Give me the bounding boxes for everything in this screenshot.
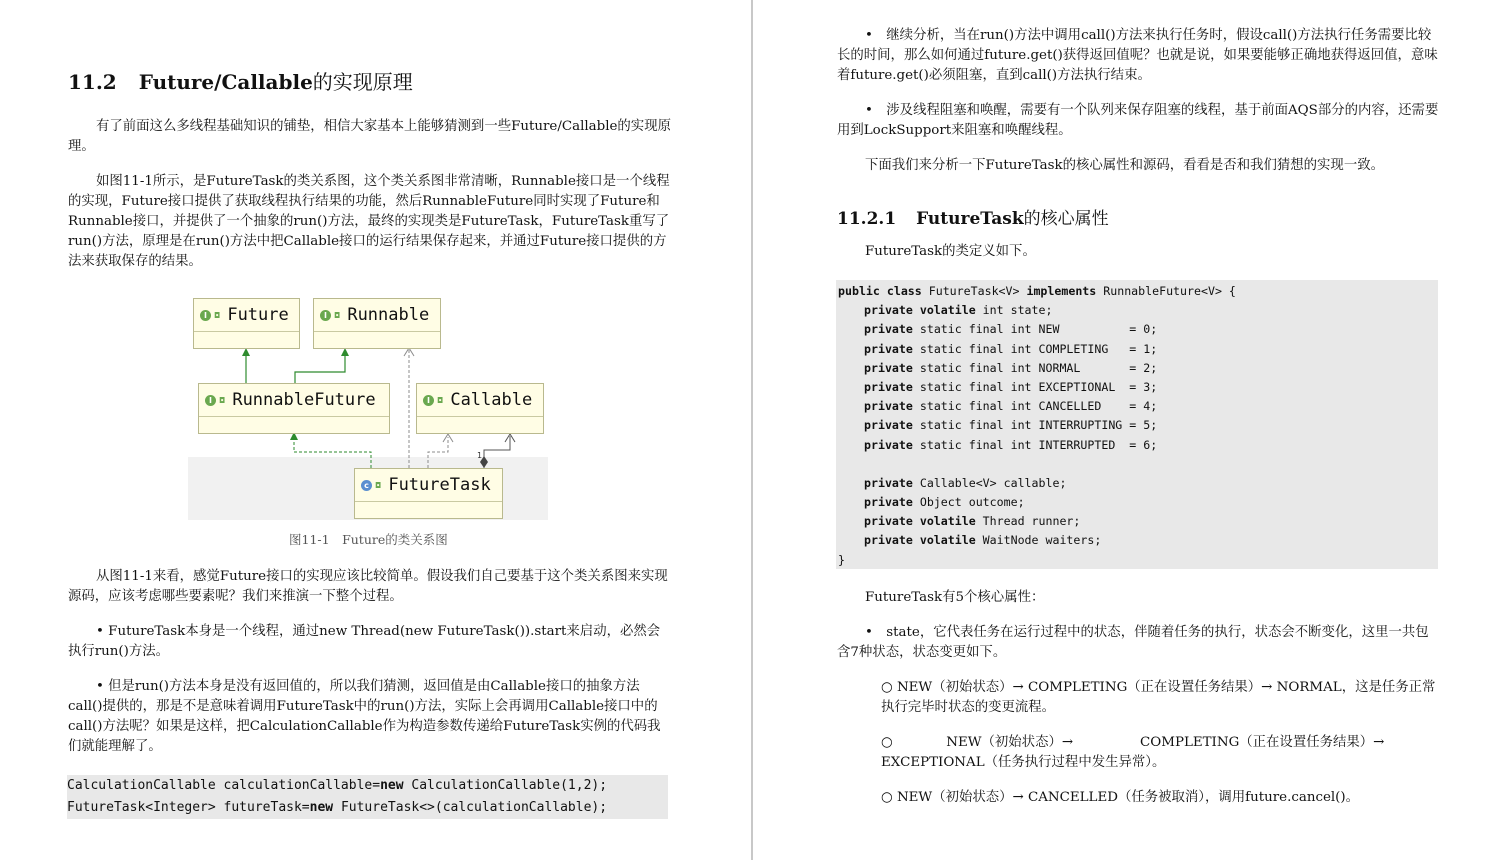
- bullet-item: • 涉及线程阻塞和唤醒，需要有一个队列来保存阻塞的线程，基于前面AQS部分的内容，还需要用到LockSupport来阻塞和唤醒线程。: [837, 103, 1439, 138]
- class-diagram: [188, 292, 548, 520]
- pin-icon: ◘: [219, 395, 226, 405]
- code-line: private Object outcome;: [864, 495, 1025, 510]
- bullet-item: • FutureTask本身是一个线程，通过new Thread(new FutureTask()).start来启动，必然会执行run()方法。: [68, 624, 661, 659]
- state-item: ○ NEW（初始状态）→ CANCELLED（任务被取消），调用future.cancel()。: [881, 790, 1359, 805]
- code-line: private static final int NEW = 0;: [864, 322, 1158, 337]
- ft-rf-edge: [294, 439, 371, 468]
- state-item: ○ NEW（初始状态）→ COMPLETING（正在设置任务结果）→ EXCEPTIONAL（任务执行过程中发生异常）。: [881, 735, 1385, 770]
- code-line: private static final int NORMAL = 2;: [864, 360, 1158, 375]
- arrowhead-icon: [242, 348, 250, 356]
- code-line: private Callable<V> callable;: [864, 475, 1067, 490]
- paragraph: 如图11-1所示，是FutureTask的类关系图，这个类关系图非常清晰，Runnable接口是一个线程的实现，Future接口提供了获取线程执行结果的功能，然后RunnableFuture同时实现了Future和Runnable接口，并提供了一个抽象的run()方法，最终的实现类是FutureTask，FutureTask重写了run()方法，原理是在run()方法中把Callable接口的运行结果保存起来，并通过Future接口提供的方法来获取保存的结果。: [68, 174, 670, 269]
- interface-icon: I: [205, 395, 216, 406]
- node-future: I ◘ Future: [193, 298, 300, 349]
- ft-callable-dependency: [428, 437, 448, 468]
- pin-icon: ◘: [375, 480, 382, 490]
- node-future-task: c ◘ FutureTask: [354, 468, 503, 519]
- interface-icon: I: [200, 310, 211, 321]
- interface-icon: I: [423, 395, 434, 406]
- paragraph: 从图11-1来看，感觉Future接口的实现应该比较简单。假设我们自己要基于这个类关系图来实现源码，应该考虑哪些要素呢？我们来推演一下整个过程。: [68, 569, 668, 604]
- subsection-heading: [837, 204, 1109, 229]
- bullet-item: • state，它代表任务在运行过程中的状态，伴随着任务的执行，状态会不断变化，这里一共包含7种状态，状态变更如下。: [837, 625, 1429, 660]
- section-title-latin: Future/Callable: [138, 70, 313, 94]
- code-line: CalculationCallable calculationCallable=new CalculationCallable(1,2);: [67, 778, 608, 793]
- figure-caption: 图11-1 Future的类关系图: [289, 532, 448, 547]
- code-block: [67, 775, 668, 819]
- bullet-item: • 继续分析，当在run()方法中调用call()方法来执行任务时，假设call()方法执行任务需要比较长的时间，那么如何通过future.get()获得返回值呢？也就是说，如果要能够正确地获得返回值，意味着future.get()必须阻塞，直到call()方法执行结束。: [837, 28, 1438, 83]
- node-runnable: I ◘ Runnable: [313, 298, 441, 349]
- rf-runnable-edge: [295, 355, 345, 384]
- code-line: [836, 455, 1438, 474]
- subsection-number: 11.2.1: [837, 209, 897, 229]
- node-callable: I ◘ Callable: [416, 383, 544, 434]
- pin-icon: ◘: [214, 310, 221, 320]
- code-line: private static final int INTERRUPTING = 5;: [864, 418, 1158, 433]
- paragraph: 有了前面这么多线程基础知识的铺垫，相信大家基本上能够猜测到一些Future/Callable的实现原理。: [68, 119, 671, 154]
- subsection-title-cn: 的核心属性: [1023, 209, 1109, 229]
- node-runnable-future: I ◘ RunnableFuture: [198, 383, 390, 434]
- code-line: }: [838, 552, 845, 567]
- class-icon: c: [361, 480, 372, 491]
- code-line: FutureTask<Integer> futureTask=new FutureTask<>(calculationCallable);: [67, 800, 608, 815]
- right-page: [753, 0, 1498, 860]
- section-heading: [68, 66, 413, 95]
- paragraph: 下面我们来分析一下FutureTask的核心属性和源码，看看是否和我们猜想的实现一致。: [865, 158, 1384, 173]
- code-line: private static final int INTERRUPTED = 6;: [864, 437, 1158, 452]
- pin-icon: ◘: [437, 395, 444, 405]
- state-item: ○ NEW（初始状态）→ COMPLETING（正在设置任务结果）→ NORMAL，这是任务正常执行完毕时状态的变更流程。: [881, 680, 1436, 715]
- subsection-title-latin: FutureTask: [916, 209, 1024, 229]
- code-block: [836, 280, 1438, 569]
- multiplicity-label: 1: [477, 451, 483, 460]
- code-line: public class FutureTask<V> implements RunnableFuture<V> {: [838, 284, 1236, 298]
- paragraph: FutureTask有5个核心属性：: [865, 590, 1045, 605]
- code-line: private static final int EXCEPTIONAL = 3;: [864, 379, 1158, 394]
- bullet-item: • 但是run()方法本身是没有返回值的，所以我们猜测，返回值是由Callable接口的抽象方法call()提供的，那是不是意味着调用FutureTask中的run()方法，实际上会再调用Callable接口中的call()方法呢？如果是这样，把CalculationCallable作为构造参数传递给FutureTask实例的代码我们就能理解了。: [68, 679, 661, 754]
- section-title-cn: 的实现原理: [312, 70, 413, 94]
- interface-icon: I: [320, 310, 331, 321]
- code-line: private volatile Thread runner;: [864, 514, 1081, 529]
- code-line: private static final int CANCELLED = 4;: [864, 399, 1158, 414]
- code-line: private volatile int state;: [864, 303, 1053, 318]
- paragraph: FutureTask的类定义如下。: [865, 244, 1036, 259]
- code-line: private static final int COMPLETING = 1;: [864, 341, 1158, 356]
- arrowhead-icon: [341, 348, 349, 356]
- pin-icon: ◘: [334, 310, 341, 320]
- section-number: 11.2: [68, 70, 117, 94]
- code-line: private volatile WaitNode waiters;: [864, 533, 1102, 548]
